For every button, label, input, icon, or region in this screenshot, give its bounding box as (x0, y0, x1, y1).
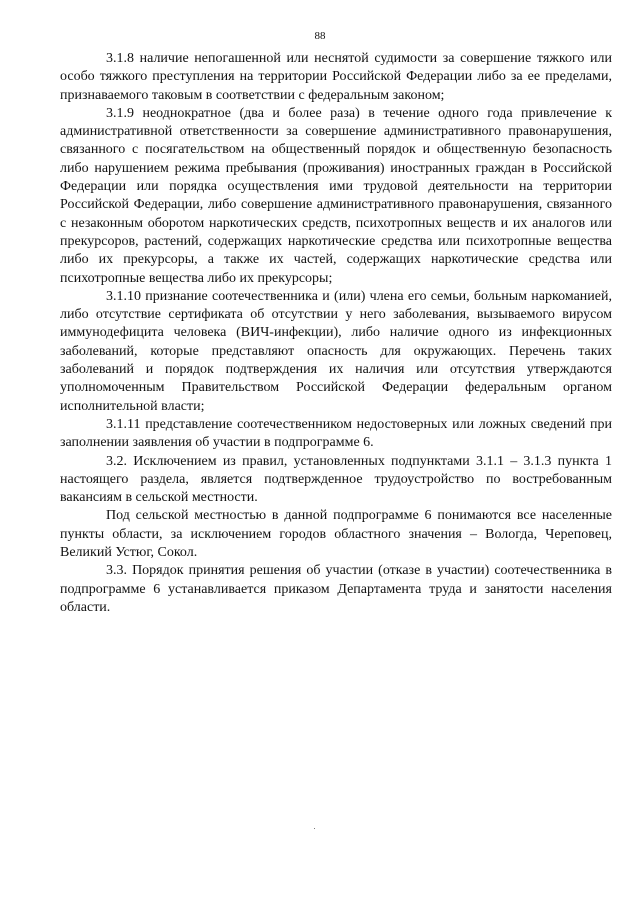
paragraph-3-1-9: 3.1.9 неоднократное (два и более раза) в течение одного года привлечение к административной ответственности за совершение административного правонарушения, связанного с посягательством на общественный порядок и общественную безопасность либо нарушением режима пребывания (проживания) иностранных граждан в Российской Федерации или порядка осуществления ими трудовой деятельности на территории Российской Федерации, либо совершение административного правонарушения, связанного с незаконным оборотом наркотических средств, психотропных веществ и их аналогов или прекурсоров, растений, содержащих наркотические средства или психотропные вещества либо их прекурсоры, а также их частей, содержащих наркотические средства или психотропные вещества либо их прекурсоры; (60, 105, 612, 286)
scan-speck (314, 828, 315, 829)
page-number: 88 (314, 30, 326, 42)
document-body (60, 50, 612, 617)
paragraph-3-1-8: 3.1.8 наличие непогашенной или неснятой судимости за совершение тяжкого или особо тяжкого преступления на территории Российской Федерации либо за ее пределами, признаваемого таковым в соответствии с федеральным законом; (60, 51, 612, 103)
paragraph-3-1-10: 3.1.10 признание соотечественника и (или) члена его семьи, больным наркоманией, либо отсутствие сертификата об отсутствии у него заболевания, вызываемого вирусом иммунодефицита человека (ВИЧ-инфекции), либо наличие одного из инфекционных заболеваний, которые представляют опасность для окружающих. Перечень таких заболеваний и порядок подтверждения их наличия или отсутствия утверждаются уполномоченным Правительством Российской Федерации федеральным органом исполнительной власти; (60, 288, 612, 414)
paragraph-3-1-11: 3.1.11 представление соотечественником недостоверных или ложных сведений при заполнении заявления об участии в подпрограмме 6. (60, 416, 612, 451)
paragraph-rural-area-definition: Под сельской местностью в данной подпрограмме 6 понимаются все населенные пункты области, за исключением городов областного значения – Вологда, Череповец, Великий Устюг, Сокол. (60, 508, 612, 561)
paragraph-3-2: 3.2. Исключением из правил, установленных подпунктами 3.1.1 – 3.1.3 пункта 1 настоящего раздела, является подтвержденное трудоустройство по востребованным вакансиям в сельской местности. (60, 453, 612, 506)
paragraph-3-3: 3.3. Порядок принятия решения об участии (отказе в участии) соотечественника в подпрограмме 6 устанавливается приказом Департамента труда и занятости населения области. (60, 563, 612, 615)
